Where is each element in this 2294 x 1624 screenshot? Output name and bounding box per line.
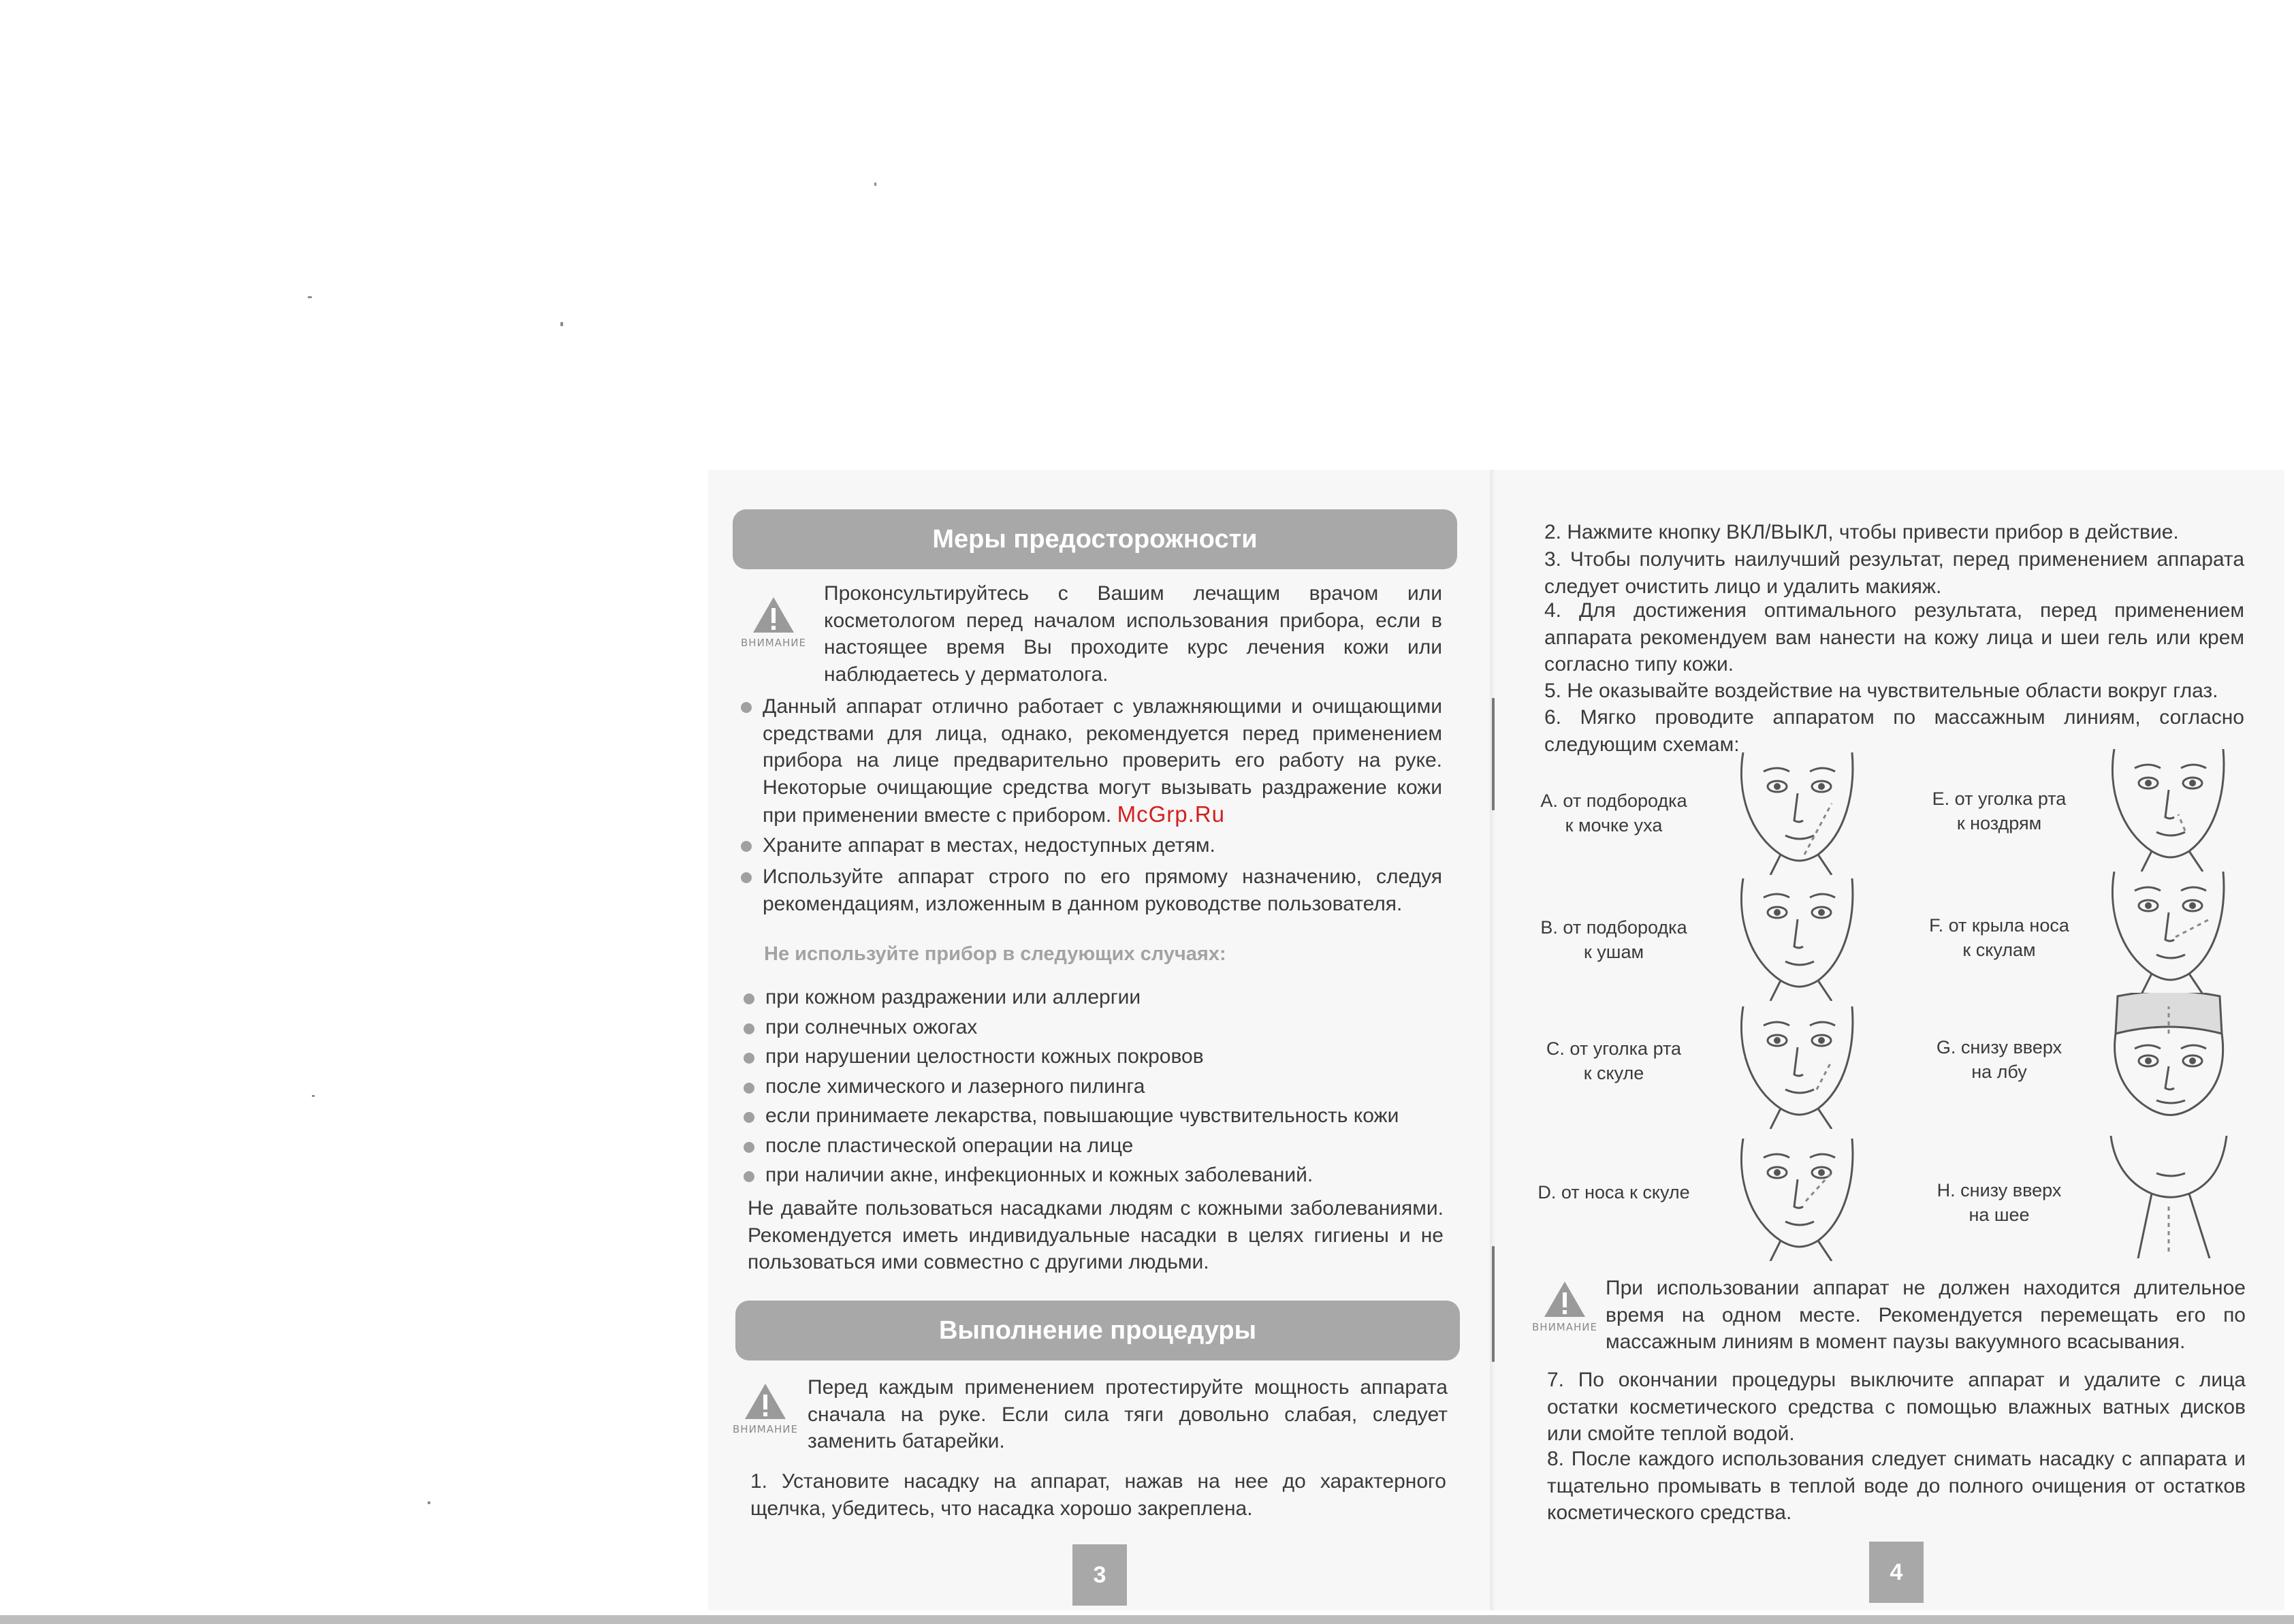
contra-item: при нарушении целостности кожных покровов xyxy=(765,1044,1204,1070)
face-scheme-c-illustration xyxy=(1730,1006,1866,1129)
contra-item: после пластической операции на лице xyxy=(765,1133,1133,1159)
step-3: 3. Чтобы получить наилучший результат, перед применением аппарата следует очистить лицо и удалить макияж. xyxy=(1544,548,2244,598)
face-scheme-g-illustration xyxy=(2101,993,2237,1129)
contra-item: при кожном раздражении или аллергии xyxy=(765,985,1141,1010)
bullet-text: Данный аппарат отлично работает с увлажняющими и очищающими средствами для лица, однако, рекомендуется перед применением прибора на лице предварительно проверить его работу на руке. Некоторые очищающие средства могут вызывать раздражение кожи при применении вместе с прибором. xyxy=(763,695,1442,827)
scheme-caption-a: А. от подбородка к мочке уха xyxy=(1540,791,1687,835)
step-5: 5. Не оказывайте воздействие на чувствительные области вокруг глаз. xyxy=(1544,680,2218,702)
contraindications-heading: Не используйте прибор в следующих случаях: xyxy=(764,943,1226,965)
bullet-dot xyxy=(741,702,752,713)
warning-block-1 xyxy=(739,596,808,649)
step-8: 8. После каждого использования следует снимать насадку с аппарата и тщательно промывать в теплой воде до полного очищения от остатков косметического средства. xyxy=(1547,1448,2246,1524)
scheme-caption-d: D. от носа к скуле xyxy=(1538,1182,1690,1203)
step-7: 7. По окончании процедуры выключите аппарат и удалите с лица остатки косметического средства с помощью влажных ватных дисков или смойте теплой водой. xyxy=(1547,1369,2246,1445)
bullet-text: Храните аппарат в местах, недоступных детям. xyxy=(763,834,1215,857)
face-scheme-e-illustration xyxy=(2101,749,2237,872)
warning-triangle-icon xyxy=(744,1382,787,1420)
warning-triangle-icon xyxy=(752,596,795,634)
warning-block-2 xyxy=(731,1382,799,1435)
precaution-bullet-2 xyxy=(763,832,1442,859)
scan-speck xyxy=(308,296,312,298)
step-6: 6. Мягко проводите аппаратом по массажным линиям, согласно следующим схемам: xyxy=(1544,706,2244,756)
warning-text-2: Перед каждым применением протестируйте мощность аппарата сначала на руке. Если сила тяги довольно слабая, следует заменить батарейки. xyxy=(808,1376,1448,1452)
scan-speck xyxy=(874,182,876,186)
hygiene-note: Не давайте пользоваться насадками людям с кожными заболеваниями. Рекомендуется иметь индивидуальные насадки в целях гигиены и не пользоваться ими совместно с другими людьми. xyxy=(748,1197,1444,1273)
bullet-dot xyxy=(741,841,752,852)
scheme-caption-g: G. снизу вверх на лбу xyxy=(1936,1037,2062,1082)
procedure-title: Выполнение процедуры xyxy=(938,1316,1257,1345)
step-2: 2. Нажмите кнопку ВКЛ/ВЫКЛ, чтобы привести прибор в действие. xyxy=(1544,521,2179,543)
face-scheme-d-illustration xyxy=(1730,1139,1866,1261)
face-scheme-f-illustration xyxy=(2101,872,2237,994)
scan-speck xyxy=(312,1095,315,1097)
page-number-4: 4 xyxy=(1869,1542,1924,1603)
warning-label: ВНИМАНИЕ xyxy=(1532,1321,1597,1333)
scheme-caption-f: F. от крыла носа к скулам xyxy=(1929,915,2069,960)
face-scheme-a-illustration xyxy=(1730,752,1866,875)
bullet-dot xyxy=(741,872,752,883)
book-gutter xyxy=(1490,470,1495,1610)
scheme-caption-b: В. от подбородка к ушам xyxy=(1540,917,1687,962)
face-scheme-b-illustration xyxy=(1730,878,1866,1001)
scheme-caption-e: E. от уголка рта к ноздрям xyxy=(1932,789,2067,833)
precaution-bullet-3 xyxy=(763,863,1442,917)
watermark-text: McGrp.Ru xyxy=(1117,801,1225,827)
binding-clip xyxy=(1492,1246,1495,1362)
scheme-caption-h: Н. снизу вверх на шее xyxy=(1937,1180,2062,1225)
contra-item: если принимаете лекарства, повышающие чувствительность кожи xyxy=(765,1103,1399,1129)
scheme-caption-c: С. от уголка рта к скуле xyxy=(1546,1038,1682,1083)
contra-item: при солнечных ожогах xyxy=(765,1015,977,1040)
precautions-title: Меры предосторожности xyxy=(932,524,1258,554)
step-4: 4. Для достижения оптимального результата, перед применением аппарата рекомендуем вам нанести на кожу лица и шеи гель или крем согласно типу кожи. xyxy=(1544,599,2244,675)
procedure-banner xyxy=(735,1301,1460,1360)
step-1: 1. Установите насадку на аппарат, нажав на нее до характерного щелчка, убедитесь, что насадка хорошо закреплена. xyxy=(750,1470,1446,1520)
scan-speck xyxy=(560,322,563,326)
scan-bottom-edge xyxy=(0,1615,2294,1624)
face-scheme-h-illustration xyxy=(2101,1136,2237,1258)
warning-label: ВНИМАНИЕ xyxy=(741,637,806,649)
contra-item: после химического и лазерного пилинга xyxy=(765,1074,1145,1100)
warning-text-1: Проконсультируйтесь с Вашим лечащим врачом или косметологом перед началом использования прибора, если в настоящее время Вы проходите курс лечения кожи или наблюдаетесь у дерматолога. xyxy=(824,582,1442,686)
precautions-banner xyxy=(733,509,1457,569)
warning-triangle-icon xyxy=(1543,1280,1587,1318)
page-number-3: 3 xyxy=(1072,1544,1127,1606)
warning-label: ВНИМАНИЕ xyxy=(733,1423,798,1435)
warning-block-3 xyxy=(1531,1280,1599,1333)
bullet-text: Используйте аппарат строго по его прямому назначению, следуя рекомендациям, изложенным в данном руководстве пользователя. xyxy=(763,865,1442,915)
scan-speck xyxy=(428,1501,430,1504)
warning-text-3: При использовании аппарат не должен находится длительное время на одном месте. Рекомендуется перемещать его по массажным линиям в момент паузы вакуумного всасывания. xyxy=(1606,1277,2246,1353)
binding-clip xyxy=(1492,698,1495,810)
contra-item: при наличии акне, инфекционных и кожных заболеваний. xyxy=(765,1162,1313,1188)
precaution-bullet-1 xyxy=(763,693,1442,829)
